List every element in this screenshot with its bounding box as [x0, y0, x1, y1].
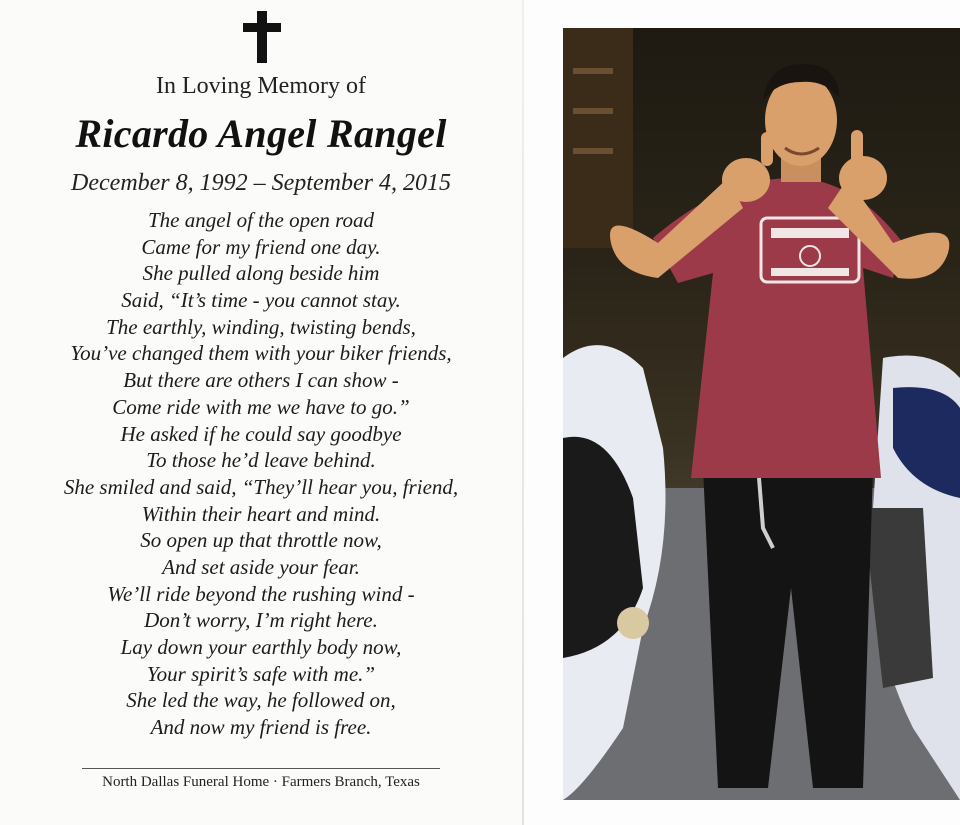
- poem-line: You’ve changed them with your biker friends,: [70, 341, 452, 366]
- poem-line: The angel of the open road: [147, 208, 375, 232]
- poem-line: He asked if he could say goodbye: [120, 421, 402, 446]
- background-building: [563, 28, 633, 248]
- right-thumbs-up: [839, 156, 887, 200]
- poem-line: Your spirit’s safe with me.”: [146, 661, 376, 686]
- poem-line: Within their heart and mind.: [141, 501, 381, 526]
- poem-line: And set aside your fear.: [162, 554, 360, 579]
- memorial-photo: [563, 28, 960, 800]
- life-dates: December 8, 1992 – September 4, 2015: [71, 170, 451, 196]
- deceased-name: Ricardo Angel Rangel: [75, 111, 447, 156]
- poem-line: We’ll ride beyond the rushing wind -: [107, 581, 415, 606]
- poem: [0, 207, 522, 741]
- poem-line: To those he’d leave behind.: [146, 448, 376, 473]
- footer-divider: [82, 768, 440, 769]
- cross-icon: [243, 11, 281, 63]
- poem-line: Come ride with me we have to go.”: [112, 394, 410, 419]
- poem-line: She pulled along beside him: [142, 261, 380, 286]
- poem-line: Lay down your earthly body now,: [120, 635, 402, 659]
- left-thumbs-up: [722, 158, 770, 202]
- poem-line: Came for my friend one day.: [141, 234, 381, 259]
- poem-line: But there are others I can show -: [123, 368, 399, 393]
- funeral-home-footer: North Dallas Funeral Home · Farmers Branch, Texas: [102, 774, 420, 790]
- poem-line: Don’t worry, I’m right here.: [144, 608, 378, 633]
- poem-line: Said, “It’s time - you cannot stay.: [121, 288, 401, 313]
- poem-line: She smiled and said, “They’ll hear you, friend,: [63, 474, 459, 499]
- poem-line: So open up that throttle now,: [140, 528, 382, 553]
- poem-line: She led the way, he followed on,: [126, 688, 396, 713]
- poem-line: The earthly, winding, twisting bends,: [106, 314, 416, 339]
- photo-illustration: [563, 28, 960, 800]
- poem-line: And now my friend is free.: [150, 715, 372, 740]
- intro-text: In Loving Memory of: [156, 73, 366, 99]
